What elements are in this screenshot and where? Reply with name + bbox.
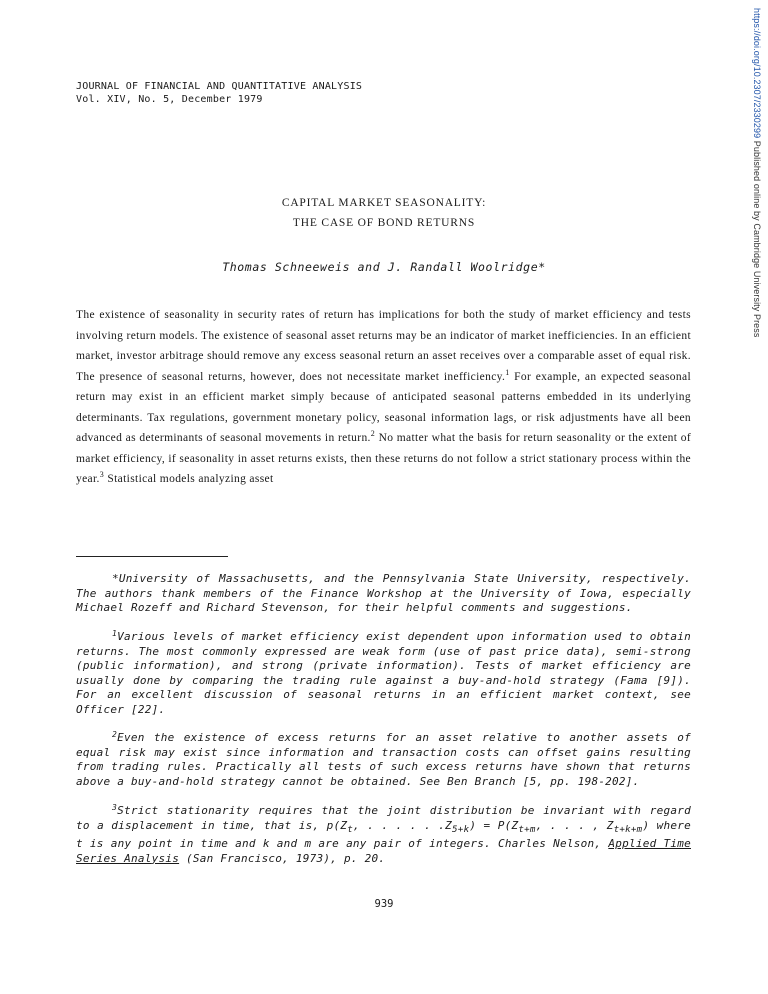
subscript: t — [347, 823, 354, 835]
body-text: For example, an expected seasonal return may exist in an efficient market simply because of anticipated seasonal patterns embedded in its underlying determinants. Tax regulations, government monetary policy, seasonal information lags, or risk adjustments have all been advanced as determinants of seasonal movements in return. — [76, 370, 691, 444]
footnote-3-text: , . . . , Z — [535, 818, 614, 832]
doi-link[interactable]: https://doi.org/10.2307/2330299 — [752, 8, 762, 139]
body-paragraph — [76, 305, 691, 490]
journal-volume: Vol. XIV, No. 5, December 1979 — [76, 94, 263, 105]
footnote-ref-2: 2 — [370, 429, 376, 438]
doi-side-note — [752, 8, 762, 338]
footnote-3-text: , . . . . . .Z — [353, 818, 453, 832]
journal-name: JOURNAL OF FINANCIAL AND QUANTITATIVE ANALYSIS — [76, 81, 363, 92]
book-title: Applied Time Series Analysis — [76, 837, 691, 865]
published-note: Published online by Cambridge University Press — [752, 138, 762, 338]
title-line-1: CAPITAL MARKET SEASONALITY: — [281, 197, 487, 209]
article-title — [0, 193, 768, 233]
footnote-1-mark: 1 — [112, 629, 118, 638]
subscript: t+m — [518, 823, 536, 835]
journal-header — [76, 80, 362, 106]
footnote-divider — [76, 556, 228, 557]
footnote-1-text: Various levels of market efficiency exist dependent upon information used to obtain returns. The most commonly expressed are weak form (use of past price data), semi-strong (public information), and strong (private information). Tests of market efficiency are usually done by comparing the trading rule against a buy-and-hold strategy (Fama [9]). For an excellent discussion of seasonal returns in an efficient market context, see Officer [22]. — [76, 630, 691, 716]
footnote-2-mark: 2 — [112, 730, 118, 739]
title-line-2: THE CASE OF BOND RETURNS — [292, 217, 476, 229]
footnote-3-text: ) where t is any point in time and k and m are any pair of integers. Charles Nelson, — [76, 818, 692, 851]
footnote-star — [76, 572, 691, 616]
footnote-ref-3: 3 — [99, 470, 105, 479]
subscript: t+k+m — [613, 823, 643, 835]
footnote-3-text: (San Francisco, 1973), p. 20. — [179, 851, 386, 865]
page-number: 939 — [374, 898, 394, 910]
footnote-3-text: ) = P(Z — [469, 818, 519, 832]
body-text: Statistical models analyzing asset — [104, 473, 274, 485]
subscript: 5+k — [452, 823, 470, 835]
footnote-ref-1: 1 — [505, 367, 510, 377]
body-text: The existence of seasonality in security rates of return has implications for both the study of market efficiency and tests involving return models. The existence of seasonal asset returns may be an indicator of market inefficiencies. In an efficient market, investor arbitrage should remove any excess seasonal return an asset receives over a comparable asset of equal risk. The presence of seasonal returns, however, does not necessitate market inefficiency. — [76, 309, 691, 383]
footnote-3-text: Strict stationarity requires that the joint distribution be invariant with regard to a displacement in time, that is, p(Z — [76, 804, 691, 832]
footnote-2 — [76, 731, 691, 789]
footnote-star-text: *University of Massachusetts, and the Pennsylvania State University, respectively. The authors thank members of the Finance Workshop at the University of Iowa, especially Michael Rozeff and Richard Stevenson, for their helpful comments and suggestions. — [76, 572, 691, 614]
footnote-3 — [76, 804, 691, 866]
footnote-1 — [76, 630, 691, 717]
author-line: Thomas Schneeweis and J. Randall Woolridge* — [222, 260, 546, 274]
body-text: No matter what the basis for return seasonality or the extent of market efficiency, if seasonality in asset returns exists, then these returns do not follow a strict stationary process within the year. — [76, 432, 692, 485]
footnote-2-text: Even the existence of excess returns for an asset relative to another assets of equal risk may exist since information and transaction costs can offset gains resulting from trading rules. Practically all tests of such excess returns have shown that returns above a buy-and-hold strategy cannot be obtained. See Ben Branch [5, pp. 198-202]. — [76, 731, 691, 788]
footnote-3-mark: 3 — [112, 803, 118, 812]
